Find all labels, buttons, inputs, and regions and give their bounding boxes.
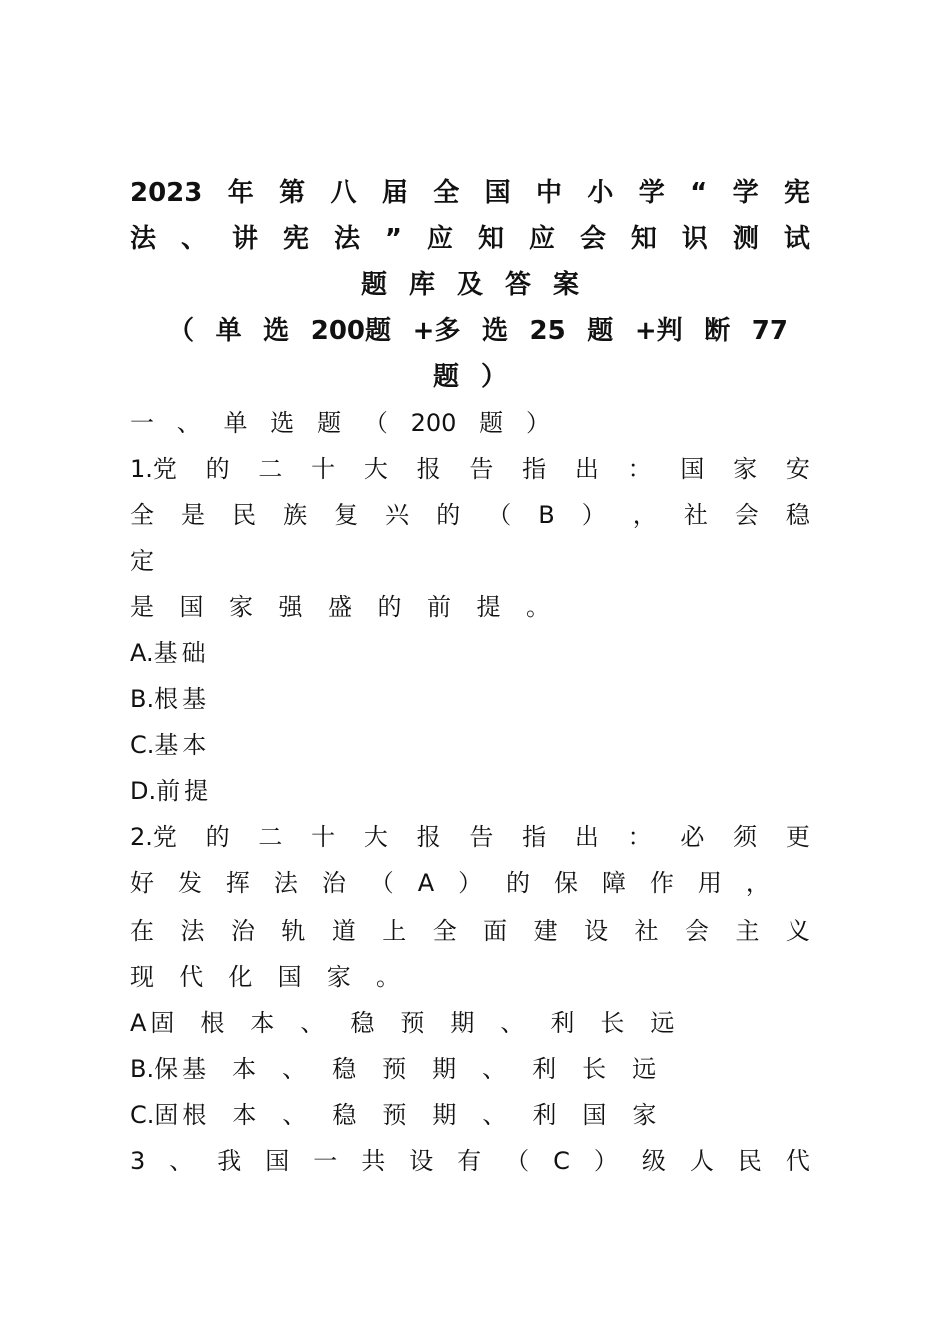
text-token: 长 (600, 1009, 625, 1037)
text-token: ） (593, 1147, 618, 1175)
q3-line-1 (130, 1144, 810, 1178)
text-token: 轨 (281, 917, 306, 945)
text-token: C.固 (130, 1101, 179, 1129)
text-token: A.基 (130, 639, 178, 667)
text-token: 断 (704, 316, 731, 346)
text-token: 建 (533, 917, 558, 945)
text-token: +多 (412, 316, 461, 346)
text-token: 用 (697, 869, 722, 897)
text-token: ） (581, 501, 606, 529)
text-token: 预 (400, 1009, 425, 1037)
text-token: 会 (684, 917, 709, 945)
text-token: 稳 (785, 501, 810, 529)
text-token: 族 (283, 501, 308, 529)
text-token: 测 (732, 224, 759, 254)
text-token: 一 (130, 409, 154, 437)
text-token: 库 (408, 270, 435, 300)
text-token: 应 (426, 224, 453, 254)
text-token: 77 (751, 316, 788, 346)
text-token: 根 (182, 1101, 207, 1129)
text-token: 二 (258, 455, 283, 483)
text-token: 应 (528, 224, 555, 254)
text-token: 的 (377, 593, 402, 621)
text-token: 的 (205, 455, 230, 483)
text-token: 题 (360, 270, 387, 300)
text-token: 在 (130, 917, 154, 945)
text-token: 、 (282, 1055, 307, 1083)
text-token: （ (363, 409, 388, 437)
q1-line-4 (130, 590, 550, 624)
text-token: 家 (229, 593, 253, 621)
q1-line-1 (130, 452, 810, 486)
text-token: 前 (427, 593, 451, 621)
text-token: 兴 (385, 501, 410, 529)
text-token: 十 (311, 455, 336, 483)
text-token: 大 (363, 455, 388, 483)
q1-line-3 (130, 544, 810, 578)
text-token: 指 (522, 823, 547, 851)
text-token: 固 (150, 1009, 175, 1037)
q2-line-4 (130, 960, 400, 994)
text-token: 知 (477, 224, 504, 254)
text-token: 识 (681, 224, 708, 254)
text-token: 挥 (225, 869, 250, 897)
text-token: 宪 (282, 224, 309, 254)
text-token: （ (487, 501, 512, 529)
text-token: 作 (649, 869, 674, 897)
text-token: 远 (650, 1009, 675, 1037)
text-token: 是 (181, 501, 206, 529)
text-token: （ (505, 1147, 530, 1175)
text-token: 稳 (350, 1009, 375, 1037)
text-token: 国 (582, 1101, 607, 1129)
text-token: 知 (630, 224, 657, 254)
text-token: 法 (333, 224, 360, 254)
text-token: 安 (785, 455, 810, 483)
text-token: 题 (479, 409, 504, 437)
text-token: 化 (228, 963, 253, 991)
text-token: 现 (130, 963, 154, 991)
text-token: 民 (232, 501, 257, 529)
q2-option-c (130, 1098, 680, 1132)
q1-line-2 (130, 498, 810, 532)
text-token: 发 (177, 869, 202, 897)
text-token: 法 (180, 917, 205, 945)
text-token: 指 (522, 455, 547, 483)
text-token: 本 (250, 1009, 275, 1037)
text-token: 会 (579, 224, 606, 254)
text-token: 必 (680, 823, 705, 851)
text-token: ） (525, 409, 550, 437)
text-token: 的 (205, 823, 230, 851)
text-token: 基 (182, 1055, 207, 1083)
text-token: 主 (735, 917, 760, 945)
text-token: C.基 (130, 731, 179, 759)
text-token: 更 (785, 823, 810, 851)
text-token: 、 (176, 409, 201, 437)
text-token: 国 (179, 593, 204, 621)
text-token: 级 (641, 1147, 666, 1175)
text-token: 预 (382, 1101, 407, 1129)
title-line-5 (130, 360, 810, 394)
text-token: ， (745, 869, 770, 897)
text-token: 中 (535, 178, 562, 208)
text-token: 强 (278, 593, 303, 621)
text-token: 社 (683, 501, 708, 529)
text-token: 本 (232, 1055, 257, 1083)
text-token: 试 (783, 224, 810, 254)
text-token: C (553, 1147, 570, 1175)
q1-option-c (130, 728, 810, 762)
text-token: 告 (469, 823, 494, 851)
text-token: 年 (227, 178, 254, 208)
text-token: 、 (482, 1055, 507, 1083)
q1-option-d (130, 774, 810, 808)
text-token: 障 (601, 869, 626, 897)
text-token: ， (632, 501, 657, 529)
text-token: 家 (326, 963, 351, 991)
text-token: +判 (634, 316, 683, 346)
text-token: 是 (130, 593, 154, 621)
text-token: D.前 (130, 777, 181, 805)
text-token: （ (168, 316, 195, 346)
q2-line-3 (130, 914, 810, 948)
text-token: 上 (382, 917, 407, 945)
text-token: 告 (469, 455, 494, 483)
text-token: 法 (130, 224, 157, 254)
text-token: 国 (277, 963, 302, 991)
text-token: 我 (217, 1147, 242, 1175)
text-token: 长 (582, 1055, 607, 1083)
text-token: 稳 (332, 1101, 357, 1129)
text-token: 出 (574, 823, 599, 851)
text-token: 期 (432, 1101, 457, 1129)
text-token: 础 (181, 639, 206, 667)
text-token: 共 (361, 1147, 386, 1175)
text-token: 学 (732, 178, 759, 208)
text-token: 定 (130, 547, 154, 575)
text-token: 利 (532, 1055, 557, 1083)
text-token: 。 (526, 593, 550, 621)
text-token: 本 (232, 1101, 257, 1129)
text-token: 单 (223, 409, 248, 437)
text-token: 2023 (130, 178, 203, 208)
text-token: 的 (506, 869, 531, 897)
text-token: 3 (130, 1147, 146, 1175)
text-token: 保 (554, 869, 578, 897)
text-token: 200题 (310, 316, 392, 346)
text-token: 面 (483, 917, 508, 945)
text-token: A (417, 869, 435, 897)
text-token: （ (369, 869, 394, 897)
text-token: 小 (587, 178, 614, 208)
text-token: 2.党 (130, 823, 177, 851)
text-token: 根 (200, 1009, 225, 1037)
text-token: ” (384, 224, 403, 254)
text-token: 25 (529, 316, 566, 346)
q2-option-a (130, 1006, 680, 1040)
text-token: 、 (300, 1009, 325, 1037)
text-token: 有 (457, 1147, 482, 1175)
text-token: 复 (334, 501, 359, 529)
text-token: 案 (553, 270, 580, 300)
text-token: B.保 (130, 1055, 179, 1083)
text-token: 全 (432, 917, 457, 945)
text-token: ） (458, 869, 483, 897)
text-token: 民 (737, 1147, 762, 1175)
text-token: 报 (416, 823, 441, 851)
text-token: 须 (733, 823, 758, 851)
text-token: 1.党 (130, 455, 177, 483)
title-line-1 (130, 176, 810, 210)
text-token: B (538, 501, 555, 529)
text-token: 治 (321, 869, 346, 897)
text-token: 、 (500, 1009, 525, 1037)
q2-line-2 (130, 866, 770, 900)
text-token: 国 (484, 178, 511, 208)
text-token: 的 (436, 501, 461, 529)
text-token: 家 (733, 455, 758, 483)
text-token: A (130, 1009, 147, 1037)
q2-line-1 (130, 820, 810, 854)
text-token: 答 (505, 270, 532, 300)
text-token: 预 (382, 1055, 407, 1083)
text-token: 讲 (231, 224, 258, 254)
text-token: 利 (550, 1009, 575, 1037)
text-token: 盛 (328, 593, 352, 621)
text-token: 道 (331, 917, 356, 945)
text-token: 人 (689, 1147, 714, 1175)
section-heading (130, 406, 550, 440)
text-token: 宪 (783, 178, 810, 208)
text-token: 选 (270, 409, 295, 437)
text-token: 设 (584, 917, 609, 945)
text-token: 第 (279, 178, 306, 208)
title-line-4 (168, 314, 788, 348)
text-token: 全 (130, 501, 154, 529)
text-token: 题 (317, 409, 342, 437)
text-token: 十 (311, 823, 336, 851)
text-token: 。 (375, 963, 400, 991)
text-token: 届 (381, 178, 408, 208)
text-token: 代 (785, 1147, 810, 1175)
title-line-3 (130, 268, 810, 302)
text-token: 一 (313, 1147, 338, 1175)
text-token: 选 (263, 316, 290, 346)
text-token: 报 (416, 455, 441, 483)
text-token: 基 (182, 685, 207, 713)
text-token: B.根 (130, 685, 179, 713)
text-token: 提 (476, 593, 501, 621)
text-token: 国 (265, 1147, 290, 1175)
text-token: 、 (169, 1147, 194, 1175)
text-token: 国 (680, 455, 705, 483)
text-token: 期 (450, 1009, 475, 1037)
text-token: 学 (638, 178, 665, 208)
text-token: 全 (433, 178, 460, 208)
text-token: “ (690, 178, 708, 208)
text-token: 义 (785, 917, 810, 945)
text-token: 出 (574, 455, 599, 483)
text-token: 本 (182, 731, 207, 759)
text-token: 单 (215, 316, 242, 346)
text-token: 设 (409, 1147, 434, 1175)
text-token: 题 (432, 362, 459, 392)
q1-option-a (130, 636, 810, 670)
text-token: 利 (532, 1101, 557, 1129)
text-token: 、 (482, 1101, 507, 1129)
text-token: 稳 (332, 1055, 357, 1083)
text-token: 八 (330, 178, 357, 208)
text-token: 社 (634, 917, 659, 945)
text-token: 二 (258, 823, 283, 851)
title-line-2 (130, 222, 810, 256)
text-token: ） (481, 362, 508, 392)
text-token: ： (627, 823, 652, 851)
text-token: 200 (410, 409, 457, 437)
q1-option-b (130, 682, 810, 716)
text-token: 会 (734, 501, 759, 529)
text-token: 、 (180, 224, 207, 254)
text-token: 好 (130, 869, 154, 897)
text-token: 家 (632, 1101, 657, 1129)
text-token: 题 (587, 316, 614, 346)
text-token: 、 (282, 1101, 307, 1129)
text-token: 及 (456, 270, 483, 300)
text-token: 选 (481, 316, 508, 346)
text-token: 代 (179, 963, 204, 991)
text-token: 远 (632, 1055, 657, 1083)
text-token: 大 (363, 823, 388, 851)
text-token: 期 (432, 1055, 457, 1083)
text-token: 法 (273, 869, 298, 897)
q2-option-b (130, 1052, 680, 1086)
text-token: 治 (230, 917, 255, 945)
text-token: ： (627, 455, 652, 483)
text-token: 提 (184, 777, 209, 805)
